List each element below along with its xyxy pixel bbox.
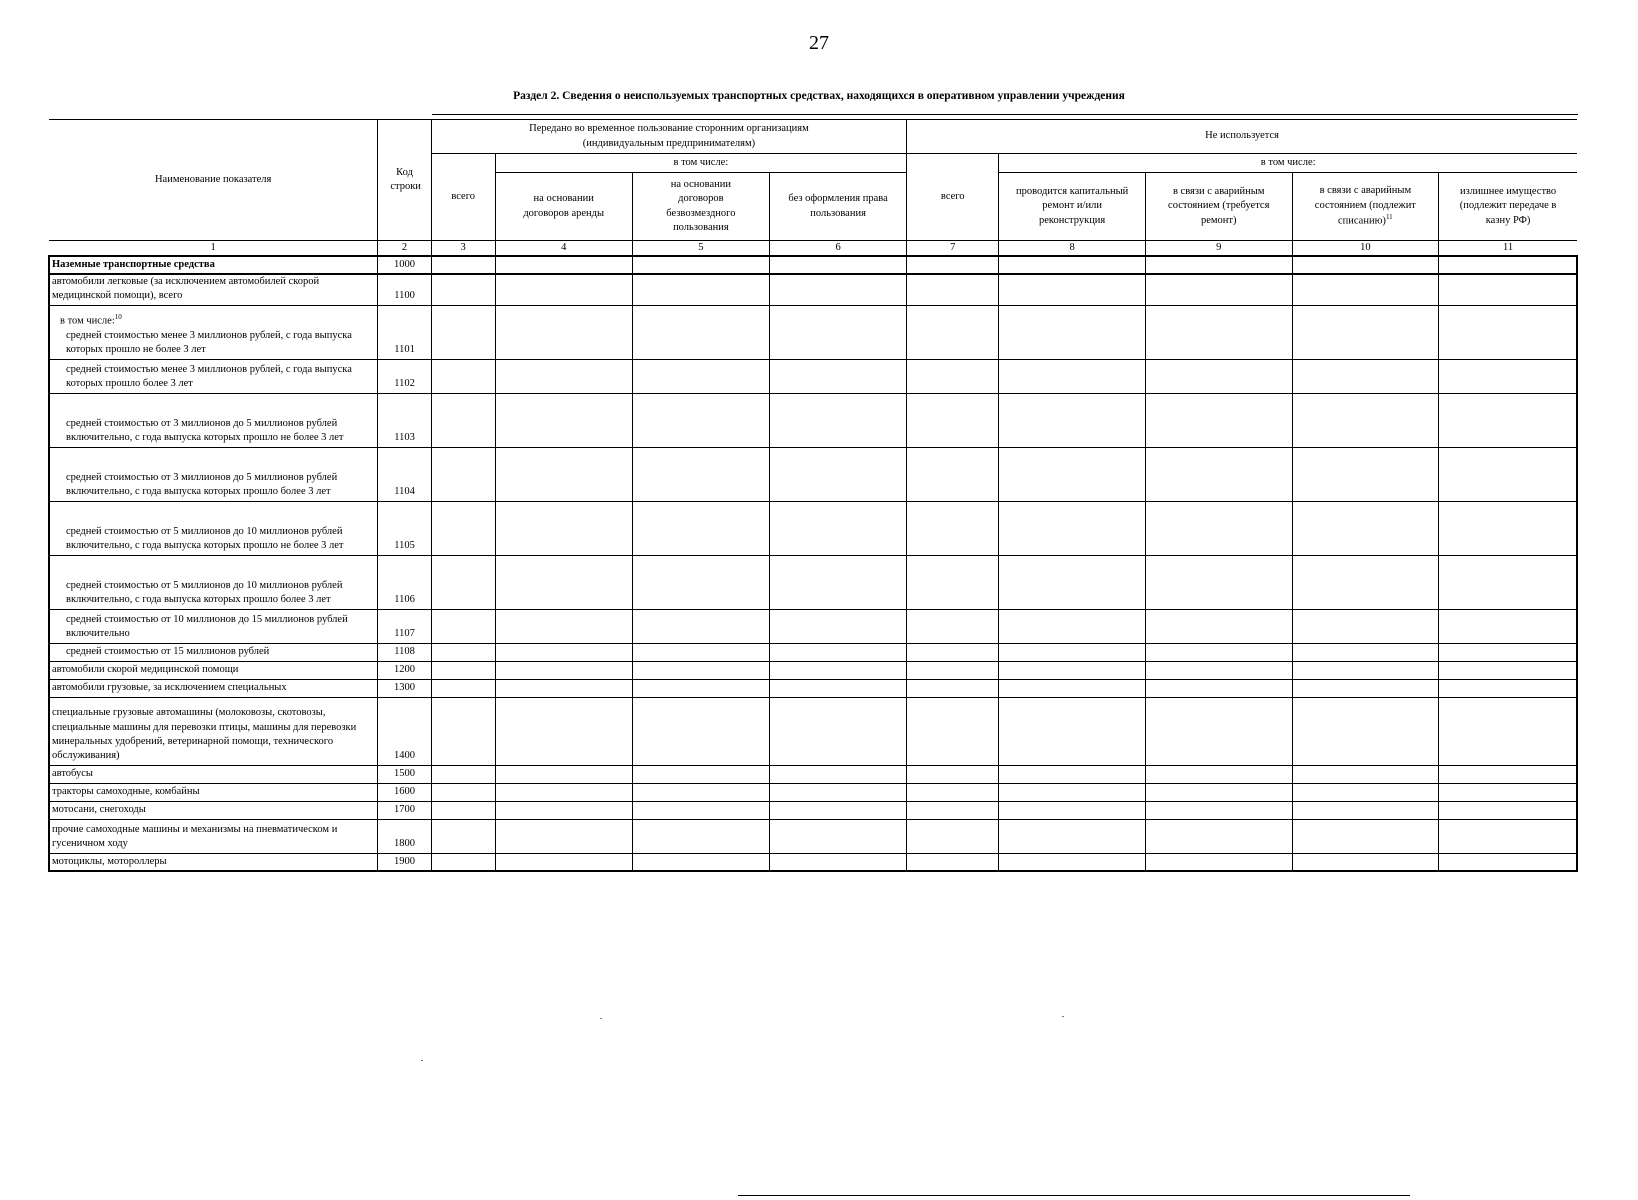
- data-cell[interactable]: [632, 359, 769, 393]
- row-code: 1108: [378, 643, 431, 661]
- table-row: [49, 801, 1577, 819]
- row-name-text: автобусы: [52, 768, 93, 780]
- row-name-text: средней стоимостью от 10 миллионов до 15 миллионов рублей включительно: [66, 614, 348, 640]
- data-cell[interactable]: [431, 256, 495, 274]
- data-cell[interactable]: [907, 679, 999, 697]
- data-cell[interactable]: [1292, 305, 1439, 359]
- data-cell[interactable]: [1439, 447, 1577, 501]
- data-cell[interactable]: [1439, 661, 1577, 679]
- row-code: 1104: [378, 447, 431, 501]
- row-code: 1800: [378, 819, 431, 853]
- data-cell[interactable]: [495, 819, 632, 853]
- data-cell[interactable]: [1439, 393, 1577, 447]
- data-cell[interactable]: [907, 393, 999, 447]
- data-cell[interactable]: [431, 679, 495, 697]
- header-code: Код строки: [378, 120, 431, 241]
- row-name-text: автомобили грузовые, за исключением специальных: [52, 682, 287, 694]
- data-cell[interactable]: [1145, 256, 1292, 274]
- data-cell[interactable]: [1145, 697, 1292, 765]
- header-lease: на основании договоров аренды: [495, 173, 632, 241]
- row-name-text: средней стоимостью менее 3 миллионов рублей, с года выпуска которых прошло более 3 лет: [66, 364, 352, 390]
- data-cell[interactable]: [632, 305, 769, 359]
- data-cell[interactable]: [769, 305, 906, 359]
- vehicles-table: [48, 119, 1578, 872]
- row-code: 1107: [378, 609, 431, 643]
- data-cell[interactable]: [431, 274, 495, 305]
- table-row: [49, 305, 1577, 359]
- data-cell[interactable]: [907, 661, 999, 679]
- data-cell[interactable]: [495, 256, 632, 274]
- data-cell[interactable]: [1145, 643, 1292, 661]
- data-cell[interactable]: [999, 501, 1146, 555]
- data-cell[interactable]: [769, 783, 906, 801]
- data-cell[interactable]: [1292, 643, 1439, 661]
- data-cell[interactable]: [1145, 305, 1292, 359]
- bottom-rule: [738, 1195, 1410, 1196]
- row-prefix: [60, 313, 374, 329]
- data-cell[interactable]: [999, 853, 1146, 871]
- row-code: 1106: [378, 555, 431, 609]
- data-cell[interactable]: [632, 447, 769, 501]
- header-not-used-total: всего: [907, 154, 999, 241]
- data-cell[interactable]: [769, 447, 906, 501]
- data-cell[interactable]: [769, 801, 906, 819]
- table-row: [49, 359, 1577, 393]
- data-cell[interactable]: [999, 393, 1146, 447]
- table-row: [49, 609, 1577, 643]
- table-row: [49, 679, 1577, 697]
- data-cell[interactable]: [495, 801, 632, 819]
- data-cell[interactable]: [632, 697, 769, 765]
- header-name: Наименование показателя: [49, 120, 378, 241]
- data-cell[interactable]: [1439, 643, 1577, 661]
- header-surplus: излишнее имущество (подлежит передаче в казну РФ): [1439, 173, 1577, 241]
- row-name-text: мотосани, снегоходы: [52, 804, 146, 816]
- data-cell[interactable]: [907, 256, 999, 274]
- data-cell[interactable]: [1292, 555, 1439, 609]
- row-code: 1500: [378, 765, 431, 783]
- data-cell[interactable]: [1439, 359, 1577, 393]
- table-row: [49, 783, 1577, 801]
- data-cell[interactable]: [1439, 555, 1577, 609]
- data-cell[interactable]: [1292, 853, 1439, 871]
- data-cell[interactable]: [769, 819, 906, 853]
- data-cell[interactable]: [1292, 819, 1439, 853]
- data-cell[interactable]: [999, 801, 1146, 819]
- column-number: 11: [1439, 241, 1577, 257]
- row-code: 1700: [378, 801, 431, 819]
- scan-speck: [600, 1018, 602, 1019]
- row-code: 1100: [378, 274, 431, 305]
- data-cell[interactable]: [907, 359, 999, 393]
- data-cell[interactable]: [1145, 274, 1292, 305]
- row-name-text: тракторы самоходные, комбайны: [52, 786, 200, 798]
- data-cell[interactable]: [1439, 697, 1577, 765]
- row-name-text: средней стоимостью от 15 миллионов рублей: [66, 646, 270, 658]
- row-name-text: средней стоимостью от 5 миллионов до 10 миллионов рублей включительно, с года выпуска которых прошло более 3 лет: [66, 580, 343, 606]
- data-cell[interactable]: [632, 393, 769, 447]
- data-cell[interactable]: [769, 501, 906, 555]
- table-row: [49, 819, 1577, 853]
- top-rule: [432, 114, 1578, 115]
- row-name-text: средней стоимостью от 3 миллионов до 5 миллионов рублей включительно, с года выпуска которых прошло не более 3 лет: [66, 418, 344, 444]
- data-cell[interactable]: [1292, 393, 1439, 447]
- data-cell[interactable]: [431, 359, 495, 393]
- column-number: 10: [1292, 241, 1439, 257]
- data-cell[interactable]: [1145, 447, 1292, 501]
- data-cell[interactable]: [1145, 679, 1292, 697]
- header-emergency-repair: в связи с аварийным состоянием (требуется ремонт): [1145, 173, 1292, 241]
- data-cell[interactable]: [632, 609, 769, 643]
- data-cell[interactable]: [1292, 679, 1439, 697]
- data-cell[interactable]: [999, 679, 1146, 697]
- row-code: 1900: [378, 853, 431, 871]
- data-cell[interactable]: [769, 274, 906, 305]
- table-row: [49, 256, 1577, 274]
- data-cell[interactable]: [495, 853, 632, 871]
- row-name: [49, 783, 378, 801]
- data-cell[interactable]: [999, 555, 1146, 609]
- data-cell[interactable]: [495, 643, 632, 661]
- row-name-text: средней стоимостью от 5 миллионов до 10 миллионов рублей включительно, с года выпуска которых прошло не более 3 лет: [66, 526, 344, 552]
- data-cell[interactable]: [1145, 819, 1292, 853]
- data-cell[interactable]: [431, 853, 495, 871]
- data-cell[interactable]: [1145, 501, 1292, 555]
- header-transferred-including: в том числе:: [495, 154, 907, 173]
- data-cell[interactable]: [495, 501, 632, 555]
- data-cell[interactable]: [632, 819, 769, 853]
- data-cell[interactable]: [431, 783, 495, 801]
- data-cell[interactable]: [1145, 801, 1292, 819]
- page-number: 27: [809, 32, 829, 54]
- data-cell[interactable]: [769, 555, 906, 609]
- data-cell[interactable]: [999, 819, 1146, 853]
- row-name: [49, 643, 378, 661]
- header-not-used-group: Не используется: [907, 120, 1577, 154]
- row-code: 1103: [378, 393, 431, 447]
- header-no-contract: без оформления права пользования: [769, 173, 906, 241]
- row-code: 1200: [378, 661, 431, 679]
- header-emergency-writeoff-text: в связи с аварийным состоянием (подлежит списанию): [1314, 185, 1416, 227]
- footnote-10: 10: [114, 313, 122, 322]
- data-cell[interactable]: [1439, 609, 1577, 643]
- data-cell[interactable]: [495, 697, 632, 765]
- data-cell[interactable]: [907, 819, 999, 853]
- data-cell[interactable]: [1145, 555, 1292, 609]
- data-cell[interactable]: [431, 305, 495, 359]
- scan-speck: [1062, 1016, 1064, 1017]
- data-cell[interactable]: [907, 555, 999, 609]
- data-cell[interactable]: [1145, 359, 1292, 393]
- column-number: 1: [49, 241, 378, 257]
- data-cell[interactable]: [495, 305, 632, 359]
- data-cell[interactable]: [495, 609, 632, 643]
- data-cell[interactable]: [1439, 501, 1577, 555]
- row-name: [49, 501, 378, 555]
- data-cell[interactable]: [1292, 359, 1439, 393]
- row-name: [49, 853, 378, 871]
- data-cell[interactable]: [769, 853, 906, 871]
- row-prefix-text: в том числе:: [60, 315, 115, 327]
- row-name: [49, 447, 378, 501]
- data-cell[interactable]: [769, 697, 906, 765]
- data-cell[interactable]: [431, 643, 495, 661]
- data-cell[interactable]: [769, 609, 906, 643]
- data-cell[interactable]: [1292, 801, 1439, 819]
- data-cell[interactable]: [999, 359, 1146, 393]
- data-cell[interactable]: [1145, 609, 1292, 643]
- data-cell[interactable]: [769, 256, 906, 274]
- data-cell[interactable]: [999, 256, 1146, 274]
- data-cell[interactable]: [431, 697, 495, 765]
- row-code: 1105: [378, 501, 431, 555]
- row-name: [49, 819, 378, 853]
- row-name: [49, 359, 378, 393]
- table-row: [49, 555, 1577, 609]
- row-name: [49, 609, 378, 643]
- data-cell[interactable]: [907, 783, 999, 801]
- data-cell[interactable]: [632, 765, 769, 783]
- table-row: [49, 274, 1577, 305]
- row-name: [49, 765, 378, 783]
- data-cell[interactable]: [1292, 765, 1439, 783]
- row-code: 1102: [378, 359, 431, 393]
- row-code: 1101: [378, 305, 431, 359]
- header-transferred-total: всего: [431, 154, 495, 241]
- data-cell[interactable]: [1439, 853, 1577, 871]
- data-cell[interactable]: [1439, 765, 1577, 783]
- data-cell[interactable]: [495, 393, 632, 447]
- data-cell[interactable]: [632, 783, 769, 801]
- data-cell[interactable]: [431, 765, 495, 783]
- table-header: [49, 120, 1577, 257]
- data-cell[interactable]: [495, 783, 632, 801]
- column-number: 4: [495, 241, 632, 257]
- row-name: [49, 801, 378, 819]
- row-name: [49, 661, 378, 679]
- data-cell[interactable]: [999, 447, 1146, 501]
- data-cell[interactable]: [431, 801, 495, 819]
- data-cell[interactable]: [632, 555, 769, 609]
- data-cell[interactable]: [1292, 661, 1439, 679]
- data-cell[interactable]: [632, 853, 769, 871]
- data-cell[interactable]: [769, 765, 906, 783]
- data-cell[interactable]: [907, 643, 999, 661]
- table-row: [49, 643, 1577, 661]
- data-cell[interactable]: [1292, 609, 1439, 643]
- data-cell[interactable]: [632, 801, 769, 819]
- data-cell[interactable]: [1292, 697, 1439, 765]
- header-transferred-group: Передано во временное пользование сторонним организациям (индивидуальным предпринимателям): [431, 120, 906, 154]
- data-cell[interactable]: [632, 661, 769, 679]
- data-cell[interactable]: [1292, 274, 1439, 305]
- row-code: 1300: [378, 679, 431, 697]
- data-cell[interactable]: [495, 679, 632, 697]
- column-numbers-row: [49, 241, 1577, 257]
- data-cell[interactable]: [907, 305, 999, 359]
- data-cell[interactable]: [907, 501, 999, 555]
- column-number: 5: [632, 241, 769, 257]
- table-row: [49, 697, 1577, 765]
- data-cell[interactable]: [999, 661, 1146, 679]
- data-cell[interactable]: [1292, 783, 1439, 801]
- data-cell[interactable]: [907, 274, 999, 305]
- data-cell[interactable]: [495, 447, 632, 501]
- data-cell[interactable]: [999, 765, 1146, 783]
- data-cell[interactable]: [431, 661, 495, 679]
- data-cell[interactable]: [1145, 853, 1292, 871]
- data-cell[interactable]: [1145, 661, 1292, 679]
- row-name-text: средней стоимостью от 3 миллионов до 5 миллионов рублей включительно, с года выпуска которых прошло более 3 лет: [66, 472, 338, 498]
- data-cell[interactable]: [907, 609, 999, 643]
- row-name-text: автомобили легковые (за исключением автомобилей скорой медицинской помощи), всего: [52, 276, 320, 302]
- table-row: [49, 393, 1577, 447]
- table-row: [49, 853, 1577, 871]
- row-name-text: средней стоимостью менее 3 миллионов рублей, с года выпуска которых прошло не более 3 лет: [66, 330, 352, 356]
- row-name: [49, 393, 378, 447]
- data-cell[interactable]: [769, 359, 906, 393]
- data-cell[interactable]: [769, 643, 906, 661]
- data-cell[interactable]: [632, 274, 769, 305]
- data-cell[interactable]: [1439, 819, 1577, 853]
- row-name: [49, 555, 378, 609]
- row-code: 1600: [378, 783, 431, 801]
- data-cell[interactable]: [907, 697, 999, 765]
- table-body: [49, 256, 1577, 871]
- data-cell[interactable]: [431, 819, 495, 853]
- table-row: [49, 501, 1577, 555]
- row-code: 1000: [378, 256, 431, 274]
- column-number: 9: [1145, 241, 1292, 257]
- data-cell[interactable]: [999, 643, 1146, 661]
- data-cell[interactable]: [999, 305, 1146, 359]
- data-cell[interactable]: [495, 359, 632, 393]
- row-name-text: автомобили скорой медицинской помощи: [52, 664, 239, 676]
- data-cell[interactable]: [431, 555, 495, 609]
- table-row: [49, 447, 1577, 501]
- row-name-text: прочие самоходные машины и механизмы на пневматическом и гусеничном ходу: [52, 824, 338, 850]
- data-cell[interactable]: [1439, 679, 1577, 697]
- data-cell[interactable]: [431, 501, 495, 555]
- data-cell[interactable]: [632, 256, 769, 274]
- data-cell[interactable]: [431, 447, 495, 501]
- data-cell[interactable]: [431, 393, 495, 447]
- data-cell[interactable]: [769, 661, 906, 679]
- section-title: Раздел 2. Сведения о неиспользуемых транспортных средствах, находящихся в оперативном управлении учреждения: [513, 90, 1125, 102]
- data-cell[interactable]: [1292, 501, 1439, 555]
- data-cell[interactable]: [495, 661, 632, 679]
- row-code: 1400: [378, 697, 431, 765]
- data-cell[interactable]: [999, 274, 1146, 305]
- data-cell[interactable]: [1145, 765, 1292, 783]
- data-cell[interactable]: [431, 609, 495, 643]
- row-name-text: Наземные транспортные средства: [52, 258, 215, 270]
- data-cell[interactable]: [632, 679, 769, 697]
- column-number: 8: [999, 241, 1146, 257]
- data-cell[interactable]: [1439, 305, 1577, 359]
- data-cell[interactable]: [907, 853, 999, 871]
- row-name-text: мотоциклы, мотороллеры: [52, 855, 167, 867]
- data-cell[interactable]: [907, 765, 999, 783]
- column-number: 7: [907, 241, 999, 257]
- data-cell[interactable]: [907, 447, 999, 501]
- data-cell[interactable]: [1439, 783, 1577, 801]
- row-name: [49, 305, 378, 359]
- data-cell[interactable]: [1439, 256, 1577, 274]
- table-row: [49, 765, 1577, 783]
- data-cell[interactable]: [1292, 447, 1439, 501]
- data-cell[interactable]: [999, 783, 1146, 801]
- data-cell[interactable]: [632, 643, 769, 661]
- header-free-use: на основании договоров безвозмездного пользования: [632, 173, 769, 241]
- data-cell[interactable]: [1292, 256, 1439, 274]
- data-cell[interactable]: [495, 555, 632, 609]
- row-name: [49, 274, 378, 305]
- header-repair: проводится капитальный ремонт и/или реконструкция: [999, 173, 1146, 241]
- row-name-text: специальные грузовые автомашины (молоковозы, скотовозы, специальные машины для перевозки птицы, машины для перевозки минеральных удобрений, ветеринарной помощи, технического обслуживания): [52, 707, 357, 762]
- data-cell[interactable]: [632, 501, 769, 555]
- header-not-used-including: в том числе:: [999, 154, 1577, 173]
- data-cell[interactable]: [495, 274, 632, 305]
- data-cell[interactable]: [1439, 274, 1577, 305]
- table-row: [49, 661, 1577, 679]
- data-cell[interactable]: [999, 697, 1146, 765]
- header-emergency-writeoff: [1292, 173, 1439, 241]
- data-cell[interactable]: [1145, 393, 1292, 447]
- data-cell[interactable]: [769, 679, 906, 697]
- data-cell[interactable]: [769, 393, 906, 447]
- footnote-11: 11: [1385, 212, 1393, 221]
- data-cell[interactable]: [907, 801, 999, 819]
- data-cell[interactable]: [1145, 783, 1292, 801]
- data-cell[interactable]: [1439, 801, 1577, 819]
- row-name: [49, 679, 378, 697]
- row-name: [49, 256, 378, 274]
- row-name: [49, 697, 378, 765]
- column-number: 3: [431, 241, 495, 257]
- data-cell[interactable]: [495, 765, 632, 783]
- column-number: 2: [378, 241, 431, 257]
- column-number: 6: [769, 241, 906, 257]
- scan-speck: [421, 1060, 423, 1061]
- data-cell[interactable]: [999, 609, 1146, 643]
